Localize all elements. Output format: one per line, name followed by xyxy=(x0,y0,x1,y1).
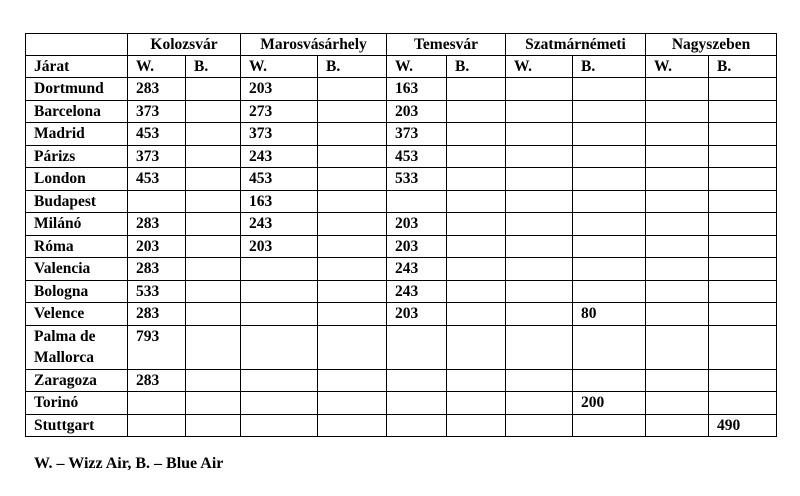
fare-cell xyxy=(573,280,646,303)
fare-cell xyxy=(318,235,387,258)
fare-cell xyxy=(387,392,447,415)
fare-cell xyxy=(186,100,241,123)
fare-cell xyxy=(186,213,241,236)
fare-cell: 533 xyxy=(128,280,186,303)
fare-cell xyxy=(573,123,646,146)
fare-cell xyxy=(709,213,777,236)
route-name-cell: Palma de Mallorca xyxy=(26,325,128,369)
route-name-cell: Barcelona xyxy=(26,100,128,123)
fare-cell: 373 xyxy=(241,123,318,146)
carrier-header: W. xyxy=(128,56,186,78)
empty-corner-cell xyxy=(26,34,128,56)
fare-cell xyxy=(447,190,506,213)
carrier-header: W. xyxy=(241,56,318,78)
fare-cell xyxy=(506,392,573,415)
fare-cell: 203 xyxy=(128,235,186,258)
carrier-header: B. xyxy=(318,56,387,78)
fare-cell xyxy=(186,414,241,437)
fare-cell xyxy=(447,258,506,281)
fare-cell xyxy=(186,123,241,146)
fare-cell xyxy=(387,325,447,369)
fare-cell: 453 xyxy=(128,123,186,146)
fare-cell xyxy=(646,258,709,281)
fare-cell xyxy=(186,369,241,392)
carrier-legend: W. – Wizz Air, B. – Blue Air xyxy=(34,455,224,472)
fare-cell xyxy=(318,280,387,303)
route-name-cell: Dortmund xyxy=(26,78,128,101)
fare-cell xyxy=(506,78,573,101)
fare-cell xyxy=(506,258,573,281)
fare-cell xyxy=(447,303,506,326)
fare-cell xyxy=(186,258,241,281)
fare-cell xyxy=(646,414,709,437)
fare-cell xyxy=(646,100,709,123)
fare-cell xyxy=(241,280,318,303)
table-row xyxy=(26,235,777,258)
route-name-cell: Bologna xyxy=(26,280,128,303)
fare-cell: 283 xyxy=(128,303,186,326)
fare-cell xyxy=(506,280,573,303)
fare-cell xyxy=(709,280,777,303)
fare-cell: 793 xyxy=(128,325,186,369)
route-name-cell: Budapest xyxy=(26,190,128,213)
fare-cell xyxy=(709,235,777,258)
city-header: Nagyszeben xyxy=(646,34,777,56)
city-header: Marosvásárhely xyxy=(241,34,387,56)
fare-cell: 533 xyxy=(387,168,447,191)
fare-cell: 200 xyxy=(573,392,646,415)
fare-cell: 283 xyxy=(128,78,186,101)
fare-cell xyxy=(186,303,241,326)
fare-cell: 283 xyxy=(128,369,186,392)
fare-cell xyxy=(186,145,241,168)
fare-cell xyxy=(241,392,318,415)
fare-cell xyxy=(241,303,318,326)
fare-cell xyxy=(506,235,573,258)
fare-cell: 243 xyxy=(387,258,447,281)
fare-cell xyxy=(318,414,387,437)
fare-cell xyxy=(506,414,573,437)
fare-cell xyxy=(318,100,387,123)
table-row xyxy=(26,100,777,123)
table-row xyxy=(26,303,777,326)
fare-cell xyxy=(241,325,318,369)
fare-cell xyxy=(186,190,241,213)
fare-cell xyxy=(387,414,447,437)
fare-cell xyxy=(709,303,777,326)
fare-cell xyxy=(646,168,709,191)
fare-cell xyxy=(318,258,387,281)
fare-cell: 203 xyxy=(387,303,447,326)
fare-cell xyxy=(186,392,241,415)
route-header: Járat xyxy=(26,56,128,78)
fare-cell xyxy=(186,325,241,369)
carrier-header-row xyxy=(26,56,777,78)
fare-cell xyxy=(709,168,777,191)
fare-cell xyxy=(318,168,387,191)
fare-cell xyxy=(646,392,709,415)
fare-cell xyxy=(447,414,506,437)
fare-cell xyxy=(709,325,777,369)
fares-table-body xyxy=(26,78,777,437)
fare-cell: 80 xyxy=(573,303,646,326)
fares-table xyxy=(25,33,777,437)
fare-cell xyxy=(646,303,709,326)
route-name-cell: Madrid xyxy=(26,123,128,146)
route-name-cell: Milánó xyxy=(26,213,128,236)
fare-cell xyxy=(646,280,709,303)
fare-cell xyxy=(241,414,318,437)
fare-cell xyxy=(447,280,506,303)
carrier-header: B. xyxy=(709,56,777,78)
fare-cell: 490 xyxy=(709,414,777,437)
fare-cell xyxy=(646,123,709,146)
fare-cell xyxy=(573,168,646,191)
route-name-cell: London xyxy=(26,168,128,191)
fare-cell xyxy=(318,145,387,168)
city-header-row xyxy=(26,34,777,56)
fare-cell xyxy=(447,369,506,392)
fare-cell xyxy=(447,325,506,369)
carrier-header: B. xyxy=(573,56,646,78)
fare-cell: 453 xyxy=(241,168,318,191)
carrier-header: W. xyxy=(387,56,447,78)
fare-cell xyxy=(646,213,709,236)
carrier-header: W. xyxy=(506,56,573,78)
carrier-header: W. xyxy=(646,56,709,78)
fare-cell xyxy=(447,168,506,191)
route-name-cell: Valencia xyxy=(26,258,128,281)
fare-cell xyxy=(709,100,777,123)
table-row xyxy=(26,369,777,392)
fare-cell: 453 xyxy=(128,168,186,191)
fare-cell: 243 xyxy=(241,145,318,168)
fare-cell xyxy=(318,78,387,101)
fare-cell xyxy=(506,369,573,392)
table-row xyxy=(26,392,777,415)
fare-cell xyxy=(186,168,241,191)
fare-cell: 163 xyxy=(387,78,447,101)
fare-cell xyxy=(506,123,573,146)
fare-cell: 243 xyxy=(387,280,447,303)
fare-cell: 273 xyxy=(241,100,318,123)
fare-cell xyxy=(447,213,506,236)
fare-cell: 203 xyxy=(387,213,447,236)
route-name-cell: Torinó xyxy=(26,392,128,415)
route-name-cell: Stuttgart xyxy=(26,414,128,437)
fare-cell xyxy=(447,100,506,123)
fare-cell xyxy=(709,190,777,213)
fare-cell xyxy=(709,78,777,101)
fare-cell xyxy=(573,100,646,123)
table-row xyxy=(26,168,777,191)
table-row xyxy=(26,325,777,369)
fare-cell xyxy=(646,190,709,213)
fare-cell: 373 xyxy=(128,100,186,123)
fare-cell xyxy=(318,123,387,146)
fare-cell xyxy=(573,325,646,369)
fare-cell xyxy=(318,369,387,392)
table-row xyxy=(26,190,777,213)
route-name-cell: Róma xyxy=(26,235,128,258)
fare-cell xyxy=(506,213,573,236)
fare-cell xyxy=(646,78,709,101)
fare-cell xyxy=(318,190,387,213)
fare-cell xyxy=(709,392,777,415)
fare-cell: 283 xyxy=(128,213,186,236)
fare-cell xyxy=(646,235,709,258)
fare-cell xyxy=(573,78,646,101)
table-row xyxy=(26,213,777,236)
fare-cell xyxy=(506,145,573,168)
fare-cell xyxy=(573,258,646,281)
fare-cell xyxy=(573,145,646,168)
fare-cell xyxy=(709,145,777,168)
fare-cell xyxy=(447,235,506,258)
carrier-header: B. xyxy=(447,56,506,78)
fare-cell xyxy=(709,369,777,392)
fare-cell xyxy=(573,235,646,258)
fare-cell xyxy=(573,213,646,236)
table-row xyxy=(26,258,777,281)
route-name-cell: Zaragoza xyxy=(26,369,128,392)
fare-cell xyxy=(447,392,506,415)
fare-cell: 203 xyxy=(387,100,447,123)
fare-cell xyxy=(318,392,387,415)
fare-cell xyxy=(447,78,506,101)
fare-cell xyxy=(646,325,709,369)
fare-cell xyxy=(506,303,573,326)
city-header: Temesvár xyxy=(387,34,506,56)
fare-cell xyxy=(506,100,573,123)
table-row xyxy=(26,414,777,437)
fare-cell xyxy=(241,369,318,392)
fare-cell xyxy=(447,145,506,168)
fare-cell xyxy=(573,190,646,213)
table-row xyxy=(26,145,777,168)
fare-cell xyxy=(318,325,387,369)
fare-cell: 453 xyxy=(387,145,447,168)
fare-cell xyxy=(573,369,646,392)
fare-cell xyxy=(573,414,646,437)
fare-cell xyxy=(318,303,387,326)
table-row xyxy=(26,78,777,101)
carrier-header: B. xyxy=(186,56,241,78)
fare-cell xyxy=(186,280,241,303)
fare-cell xyxy=(186,78,241,101)
fare-cell xyxy=(646,145,709,168)
fare-cell xyxy=(128,392,186,415)
fare-cell xyxy=(709,258,777,281)
city-header: Kolozsvár xyxy=(128,34,241,56)
fare-cell: 373 xyxy=(387,123,447,146)
fare-cell: 243 xyxy=(241,213,318,236)
fare-cell xyxy=(506,168,573,191)
fare-cell xyxy=(709,123,777,146)
fare-cell xyxy=(241,258,318,281)
fare-cell: 283 xyxy=(128,258,186,281)
fare-cell xyxy=(506,190,573,213)
fare-cell xyxy=(128,190,186,213)
table-row xyxy=(26,280,777,303)
route-name-cell: Párizs xyxy=(26,145,128,168)
fare-cell xyxy=(318,213,387,236)
fare-cell: 203 xyxy=(241,78,318,101)
table-row xyxy=(26,123,777,146)
fare-cell: 163 xyxy=(241,190,318,213)
fare-cell xyxy=(387,190,447,213)
fare-cell xyxy=(506,325,573,369)
city-header: Szatmárnémeti xyxy=(506,34,646,56)
fare-cell: 373 xyxy=(128,145,186,168)
fare-cell xyxy=(387,369,447,392)
fare-cell xyxy=(128,414,186,437)
route-name-cell: Velence xyxy=(26,303,128,326)
fare-cell xyxy=(447,123,506,146)
fare-cell xyxy=(186,235,241,258)
fare-cell: 203 xyxy=(241,235,318,258)
fare-cell: 203 xyxy=(387,235,447,258)
fare-cell xyxy=(646,369,709,392)
